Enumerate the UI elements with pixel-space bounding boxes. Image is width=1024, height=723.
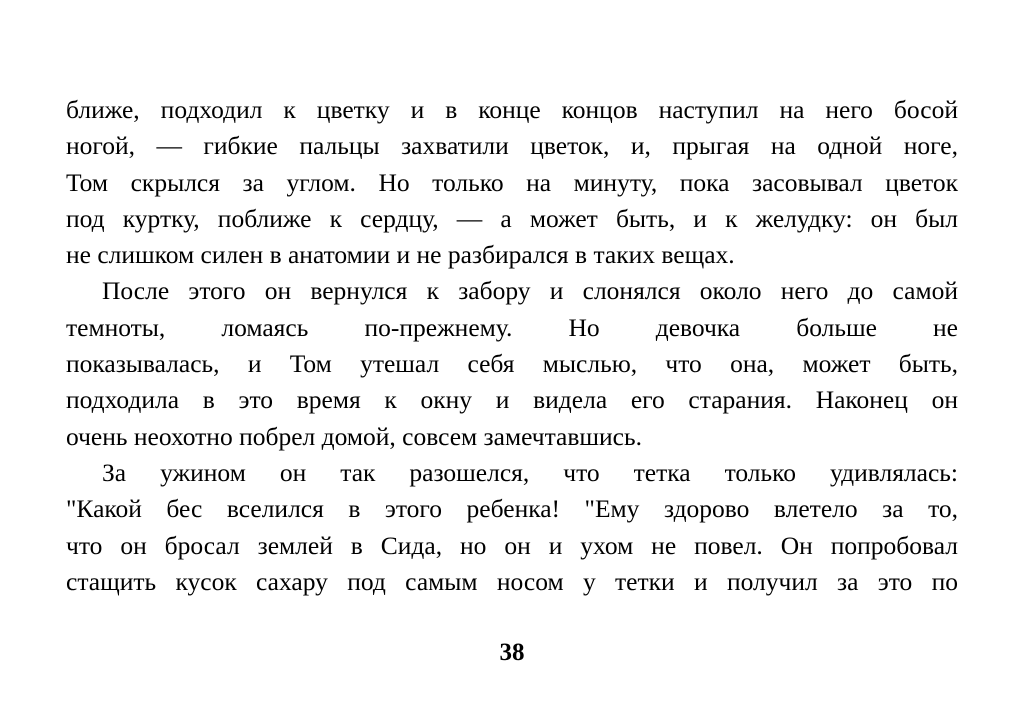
text-line: подходила в это время к окну и видела его старания. Наконец он	[66, 385, 958, 415]
text-body	[66, 92, 958, 600]
text-line: что он бросал землей в Сида, но он и ухом не повел. Он попробовал	[66, 530, 958, 560]
text-line: ногой, — гибкие пальцы захватили цветок, и, прыгая на одной ноге,	[66, 131, 958, 161]
text-line: показывалась, и Том утешал себя мыслью, что она, может быть,	[66, 349, 958, 379]
text-line: не слишком силен в анатомии и не разбирался в таких вещах.	[66, 240, 735, 270]
text-line: "Какой бес вселился в этого ребенка! "Ему здорово влетело за то,	[66, 494, 958, 524]
text-line: под куртку, поближе к сердцу, — а может быть, и к желудку: он был	[66, 203, 958, 233]
text-line: стащить кусок сахару под самым носом у тетки и получил за это по	[66, 566, 958, 596]
text-line: очень неохотно побрел домой, совсем замечтавшись.	[66, 421, 643, 451]
page-number: 38	[499, 639, 525, 666]
paragraph-1	[66, 92, 958, 273]
text-line: После этого он вернулся к забору и слонялся около него до самой	[102, 276, 958, 306]
text-line: За ужином он так разошелся, что тетка только удивлялась:	[102, 457, 958, 487]
text-line: Том скрылся за углом. Но только на минуту, пока засовывал цветок	[66, 167, 958, 197]
paragraph-3	[66, 455, 958, 600]
text-line: темноты, ломаясь по-прежнему. Но девочка больше не	[66, 312, 958, 342]
paragraph-2	[66, 273, 958, 454]
text-line: ближе, подходил к цветку и в конце концов наступил на него босой	[66, 95, 958, 124]
